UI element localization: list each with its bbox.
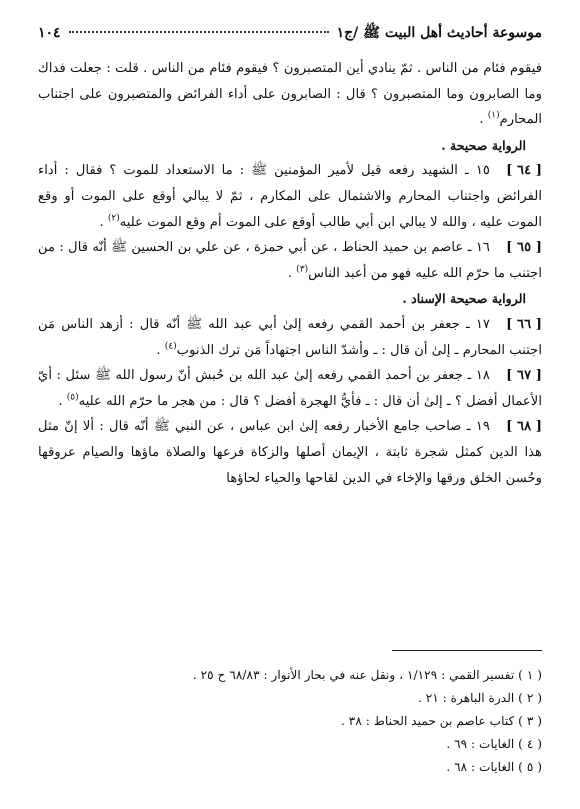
- footnote-4: ( ٤ ) الغايات : ٦٩ .: [446, 737, 542, 751]
- grading-note: الرواية صحيحة الإسناد .: [402, 291, 526, 307]
- footnote-ref-1: (١): [487, 110, 500, 121]
- hadith-text: ١٦ ـ عاصم بن حميد الحناط ، عن أبي حمزة ، عن علي بن الحسين ﷺ أنّه قال : من اجتنب ما حرّم الله عليه فهو من أعبد الناس: [38, 240, 542, 281]
- hadith-number: [ ٦٨ ]: [506, 419, 542, 435]
- hadith-number: [ ٦٧ ]: [506, 368, 542, 384]
- page-number: ١٠٤: [38, 25, 61, 41]
- hadith-text: ١٥ ـ الشهيد رفعه قيل لأمير المؤمنين ﷺ : ما الاستعداد للموت ؟ فقال : أداء الفرائض واجتناب المحارم والاشتمال على المكارم ، ثمّ لا يبالي أوقع على الموت أو وقع الموت عليه ، والله لا يبالي ابن أبي طالب أوقع على الموت أم وقع الموت عليه: [38, 163, 542, 230]
- hadith-68: [38, 414, 542, 491]
- footnote-ref-3: (٣): [296, 264, 309, 275]
- page-body: [38, 56, 542, 491]
- hadith-text: ١٧ ـ جعفر بن أحمد القمي رفعه إلىٰ أبي عبد الله ﷺ أنّه قال : أزهد الناس مَن اجتنب المحارم ـ إلىٰ أن قال : ـ وأشدّ الناس اجتهاداً مَن ترك الذنوب: [38, 316, 542, 358]
- footnote-ref-4: (٤): [164, 341, 177, 352]
- footnote-3: ( ٣ ) كتاب عاصم بن حميد الحناط : ٣٨ .: [341, 714, 542, 728]
- hadith-66: [ ٦٦ ]١٧ ـ جعفر بن أحمد القمي رفعه إلىٰ أبي عبد الله ﷺ أنّه قال : أزهد الناس مَن اجتنب المحارم ـ إلىٰ أن قال : ـ وأشدّ الناس اجتهاداً مَن ترك الذنوب$^{(٤)}$ .: [38, 312, 542, 363]
- footnote-5: ( ٥ ) الغايات : ٦٨ .: [446, 760, 542, 774]
- footnote-2: ( ٢ ) الدرة الباهرة : ٢١ .: [417, 691, 542, 705]
- footnotes: [38, 664, 542, 779]
- paragraph-continued: فيقوم فئام من الناس . ثمّ ينادي أين المتصبرون ؟ فيقوم فئام من الناس . قلت : جعلت فداك وما الصابرون وما المتصبرون ؟ قال : الصابرون على أداء الفرائض والمتصبرون على اجتناب المحارم$^{(١)}$ .: [38, 61, 542, 128]
- document-page: [38, 24, 542, 809]
- footnote-ref-2: (٢): [107, 213, 120, 224]
- page-title: موسوعة أحاديث أهل البيت ﷺ /ج١: [336, 25, 542, 41]
- hadith-number: [ ٦٦ ]: [506, 316, 542, 332]
- footnote-ref-5: (٥): [66, 392, 79, 403]
- footnote-separator: [392, 650, 542, 651]
- footnote-1: ( ١ ) تفسير القمي : ١/١٢٩ ، ونقل عنه في بحار الأنوار : ٦٨/٨٣ ح ٢٥ .: [192, 668, 542, 682]
- hadith-64: [ ٦٤ ]١٥ ـ الشهيد رفعه قيل لأمير المؤمنين ﷺ : ما الاستعداد للموت ؟ فقال : أداء الفرائض واجتناب المحارم والاشتمال على المكارم ، ثمّ لا يبالي أوقع على الموت أو وقع الموت عليه ، والله لا يبالي ابن أبي طالب أوقع على الموت أم وقع الموت عليه$^{(٢)}$ .: [38, 158, 542, 235]
- hadith-67: [ ٦٧ ]١٨ ـ جعفر بن أحمد القمي رفعه إلىٰ عبد الله بن حُبش أنّ رسول الله ﷺ سئل : أيّ الأعمال أفضل ؟ ـ إلىٰ أن قال : ـ فأيُّ الهجرة أفضل ؟ قال : من هجر ما حرّم الله عليه$^{(٥)}$ .: [38, 363, 542, 414]
- hadith-65: [ ٦٥ ]١٦ ـ عاصم بن حميد الحناط ، عن أبي حمزة ، عن علي بن الحسين ﷺ أنّه قال : من اجتنب ما حرّم الله عليه فهو من أعبد الناس$^{(٣)}$ .: [38, 235, 542, 286]
- grading-note: الرواية صحيحة .: [441, 137, 526, 153]
- header-dot-leader: [69, 31, 329, 33]
- hadith-text: ١٨ ـ جعفر بن أحمد القمي رفعه إلىٰ عبد الله بن حُبش أنّ رسول الله ﷺ سئل : أيّ الأعمال أفضل ؟ ـ إلىٰ أن قال : ـ فأيُّ الهجرة أفضل ؟ قال : من هجر ما حرّم الله عليه: [38, 368, 542, 409]
- hadith-text: ١٩ ـ صاحب جامع الأخبار رفعه إلىٰ ابن عباس ، عن النبي ﷺ أنّه قال : ألا إنّ مثل هذا الدين كمثل شجرة ثابتة ، الإيمان أصلها والزكاة فرعها والصلاة ماؤها والصيام عروقها وحُسن الخلق ورقها والإخاء في الدين لقاحها والحياء لحاؤها: [38, 419, 542, 486]
- hadith-number: [ ٦٤ ]: [506, 163, 542, 179]
- hadith-number: [ ٦٥ ]: [506, 240, 542, 256]
- page-header: [38, 24, 542, 46]
